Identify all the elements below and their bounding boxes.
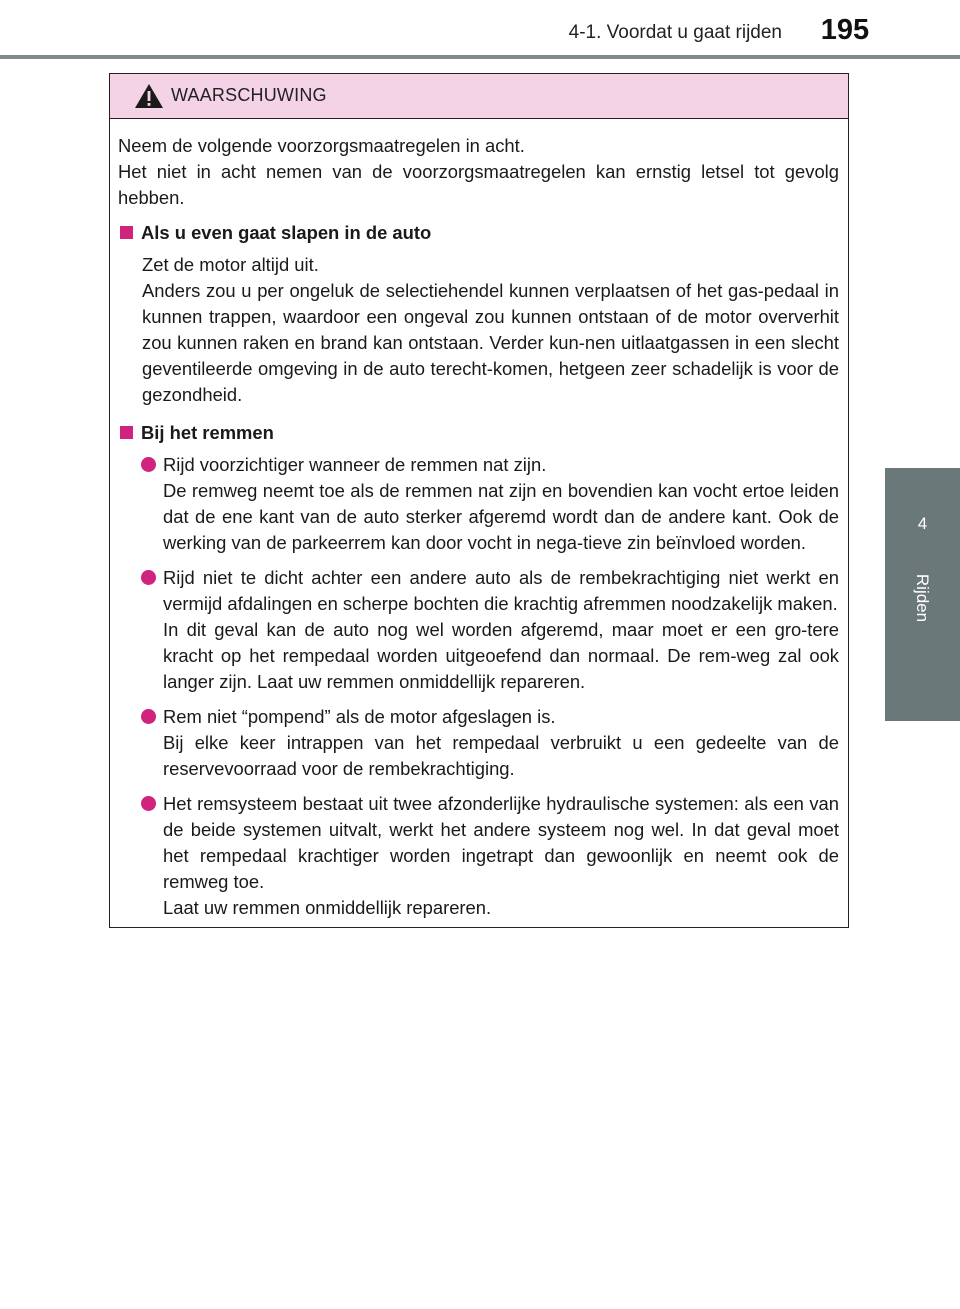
round-bullet-icon xyxy=(141,709,156,724)
section-heading xyxy=(118,220,839,246)
intro-line: Het niet in acht nemen van de voorzorgsmaatregelen kan ernstig letsel tot gevolg hebben. xyxy=(118,161,839,208)
chapter-tab-label: Rijden xyxy=(913,573,932,623)
header-rule xyxy=(0,55,960,59)
square-bullet-icon xyxy=(120,426,133,439)
round-bullet-icon xyxy=(141,457,156,472)
section-heading xyxy=(118,420,839,446)
warning-triangle-icon xyxy=(134,83,164,109)
header-section-title: 4-1. Voordat u gaat rijden xyxy=(568,22,782,43)
bullet-text: De remweg neemt toe als de remmen nat zijn en bovendien kan vocht ertoe leiden dat de ene kant van de auto sterker afgeremd wordt dan de andere kant. Ook de werking van de parkeerrem kan door vocht in nega-tieve zin beïnvloed worden. xyxy=(163,480,839,553)
bullet-text: Bij elke keer intrappen van het rempedaal verbruikt u een gedeelte van de reservevoorraad voor de rembekrachtiging. xyxy=(163,732,839,779)
list-item xyxy=(118,452,839,556)
warning-body xyxy=(110,119,848,921)
page-number: 195 xyxy=(820,14,870,46)
warning-title: WAARSCHUWING xyxy=(171,85,327,105)
warning-header xyxy=(110,74,848,119)
bullet-lead: Het remsysteem bestaat uit twee afzonderlijke hydraulische systemen: als een van de beide systemen uitvalt, werkt het andere systeem nog wel. In dat geval moet het rempedaal krachtiger worden ingetrapt dan gewoonlijk en neemt ook de remweg toe. xyxy=(163,793,839,892)
section-heading-text: Als u even gaat slapen in de auto xyxy=(141,222,432,243)
paragraph: Anders zou u per ongeluk de selectiehendel kunnen verplaatsen of het gas-pedaal in kunnen trappen, waardoor een ongeval zou kunnen ontstaan of de motor oververhit zou kunnen raken en brand kan ontstaan. Verder kun-nen uitlaatgassen in een slecht geventileerde omgeving in de auto terecht-komen, hetgeen zeer schadelijk is voor de gezondheid. xyxy=(142,280,839,405)
paragraph: Zet de motor altijd uit. xyxy=(142,254,319,275)
bullet-text: Laat uw remmen onmiddellijk repareren. xyxy=(163,897,492,918)
list-item xyxy=(118,704,839,782)
section-heading-text: Bij het remmen xyxy=(141,422,274,443)
bullet-lead: Rijd niet te dicht achter een andere auto als de rembekrachtiging niet werkt en vermijd afdalingen en scherpe bochten die krachtig afremmen noodzakelijk maken. xyxy=(163,567,839,614)
bullet-lead: Rem niet “pompend” als de motor afgeslagen is. xyxy=(163,706,556,727)
round-bullet-icon xyxy=(141,570,156,585)
intro-line: Neem de volgende voorzorgsmaatregelen in acht. xyxy=(118,135,525,156)
square-bullet-icon xyxy=(120,226,133,239)
bullet-text: In dit geval kan de auto nog wel worden afgeremd, maar moet er een gro-tere kracht op het rempedaal worden uitgeoefend dan normaal. De rem-weg zal ook langer zijn. Laat uw remmen onmiddellijk repareren. xyxy=(163,619,839,692)
round-bullet-icon xyxy=(141,796,156,811)
bullet-lead: Rijd voorzichtiger wanneer de remmen nat zijn. xyxy=(163,454,547,475)
chapter-tab[interactable] xyxy=(885,468,960,721)
list-item xyxy=(118,565,839,695)
list-item xyxy=(118,791,839,921)
chapter-tab-number: 4 xyxy=(917,514,928,533)
section-text xyxy=(118,252,839,408)
warning-box xyxy=(109,73,849,928)
